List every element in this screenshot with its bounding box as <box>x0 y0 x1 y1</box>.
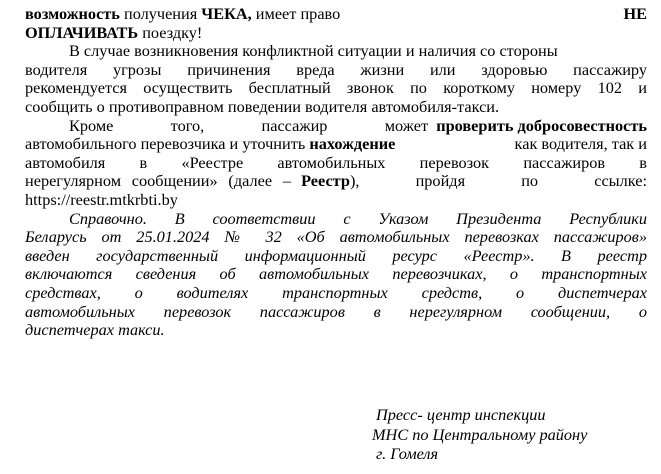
signature-line3: г. Гомеля <box>376 444 439 463</box>
bold-location: нахождение <box>309 134 396 154</box>
paragraph2-line1: В случае возникновения конфликтной ситуации и наличия со стороны <box>69 41 558 61</box>
reference-line7: диспетчерах такси. <box>25 320 165 340</box>
document-body <box>25 5 647 340</box>
paragraph1-line2 <box>25 24 647 43</box>
signature-line2: МНС по Центральному району <box>372 424 588 444</box>
reference-line4 <box>25 265 647 284</box>
justified-text: автомобильных перевозок пассажиров в нерегулярном сообщении, о <box>25 301 647 321</box>
paragraph2-line4: сообщить о противоправном поведении водителя автомобиля-такси. <box>25 96 500 116</box>
bold-possibility: возможность <box>25 4 120 23</box>
text-fragment: нерегулярном сообщении» (далее – <box>25 171 296 191</box>
justified-text: водителя угрозы причинения вреда жизни или здоровью пассажиру <box>25 59 647 79</box>
paragraph3-line4 <box>25 172 647 191</box>
reference-line3 <box>25 247 647 266</box>
justified-text: средствах, о водителях транспортных средств, о диспетчерах <box>25 282 647 302</box>
justified-text: Беларусь от 25.01.2024 № 32 «Об автомобильных перевозках пассажиров» <box>25 227 647 247</box>
text-fragment: Кроме того, пассажир может <box>69 115 433 135</box>
paragraph2-line2 <box>25 61 647 80</box>
paragraph2-line3 <box>25 79 647 98</box>
bold-not-pay: ОПЛАЧИВАТЬ <box>25 22 139 42</box>
signature-block <box>372 405 587 464</box>
justified-text: рекомендуется осуществить бесплатный звонок по короткому номеру 102 и <box>25 78 647 98</box>
paragraph1-line1 <box>25 5 647 24</box>
text-fragment: имеет право <box>251 4 341 23</box>
paragraph3-line2 <box>25 135 647 154</box>
paragraph3-line5 <box>25 191 647 210</box>
text-fragment: как водителя, так и <box>510 134 647 154</box>
reference-line5 <box>25 284 647 303</box>
text-fragment: поездку! <box>138 22 203 42</box>
justified-text: Справочно. В соответствии с Указом Президента Республики <box>69 208 647 228</box>
signature-line1: Пресс- центр инспекции <box>376 405 546 424</box>
paragraph3-line3 <box>25 154 647 173</box>
bold-not: НЕ <box>623 4 647 23</box>
bold-check: ЧЕКА, <box>201 4 252 23</box>
bold-registry: Реестр <box>301 171 350 191</box>
justified-text: введен государственный информационный ресурс «Реестр». В реестр <box>25 245 647 265</box>
text-fragment: ), пройдя по ссылке: <box>349 171 647 191</box>
justified-text: включаются сведения об автомобильных перевозчиках, о транспортных <box>25 264 647 284</box>
justified-text: автомобиля в «Реестре автомобильных перевозок пассажиров в <box>25 152 647 172</box>
text-fragment: получения <box>119 4 202 23</box>
reference-line2 <box>25 228 647 247</box>
text-fragment: автомобильного перевозчика и уточнить <box>25 134 310 154</box>
paragraph3-line1 <box>25 117 647 136</box>
reference-block <box>25 210 647 340</box>
reference-line6 <box>25 303 647 322</box>
registry-link[interactable]: https://reestr.mtkrbti.by <box>25 189 178 209</box>
reference-line1 <box>25 210 647 229</box>
bold-verify: проверить добросовестность <box>436 115 647 135</box>
